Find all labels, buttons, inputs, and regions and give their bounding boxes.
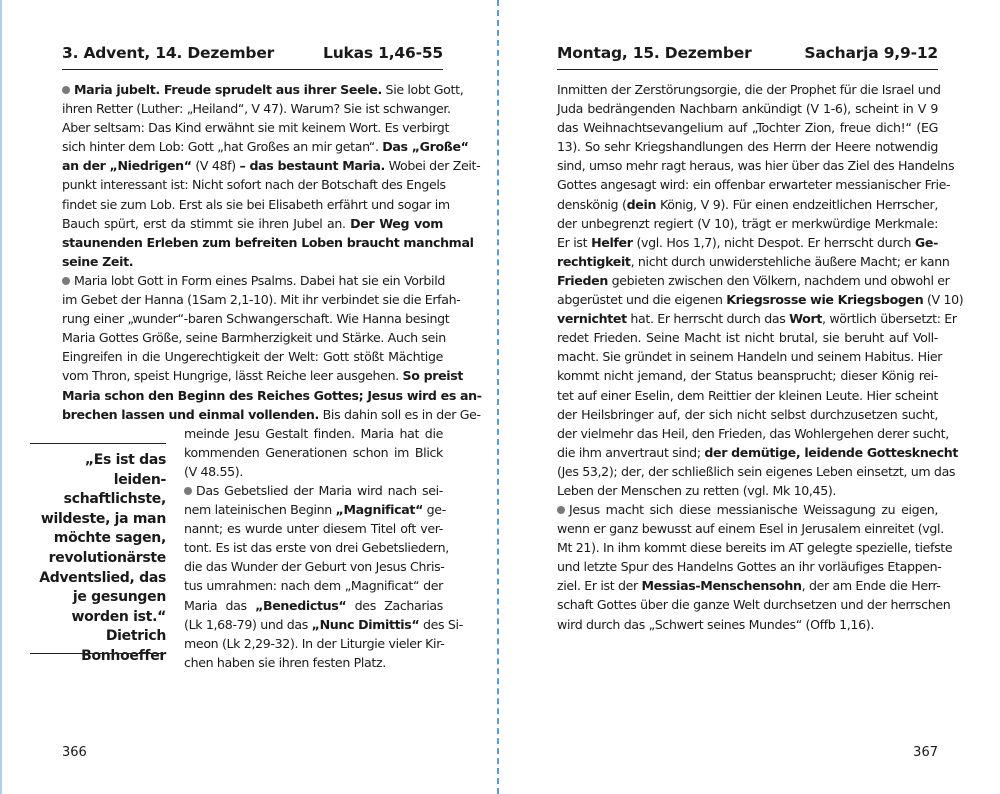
right-page bbox=[500, 0, 1000, 794]
text-line: Maria lobt Gott in Form eines Psalms. Dabei hat sie ein Vorbild bbox=[62, 271, 443, 290]
pull-quote-line: worden ist.“ bbox=[71, 608, 166, 625]
text-line: wenn er ganz bewusst auf einem Esel in Jerusalem einreitet (vgl. bbox=[557, 521, 944, 537]
text-line: sind, umso mehr ragt heraus, was hier über das Ziel des Handelns bbox=[557, 158, 955, 174]
bullet-icon bbox=[62, 277, 70, 285]
text-line: Maria das „Benedictus“ des Zacharias bbox=[184, 597, 443, 613]
text-line: Juda bedrängenden Nachbarn ankündigt (V 1-6), scheint in V 9 bbox=[557, 101, 938, 117]
text-line: staunenden Erleben zum befreiten Loben braucht manchmal bbox=[62, 234, 474, 250]
pull-quote-line: möchte sagen, bbox=[53, 530, 166, 547]
text-line: die ihm anvertraut sind; der demütige, leidende Gottesknecht bbox=[557, 444, 959, 460]
text-line: der Heilsbringer auf, der sich nicht selbst durchzusetzen sucht, bbox=[557, 406, 938, 422]
text-line: (Jes 53,2); der, der schließlich sein eigenes Leben einsetzt, um das bbox=[557, 463, 956, 479]
right-header-date: Montag, 15. Dezember bbox=[557, 44, 752, 62]
text-line: sich hinter dem Lob: Gott „hat Großes an mir getan“. Das „Große“ bbox=[62, 139, 469, 155]
left-header-rule bbox=[62, 69, 443, 70]
text-line: vom Thron, speist Hungrige, lässt Reiche leer ausgehen. So preist bbox=[62, 368, 464, 384]
text-line: an der „Niedrigen“ (V 48f) – das bestaunt Maria. Wobei der Zeit- bbox=[62, 158, 481, 174]
right-header-reference: Sacharja 9,9-12 bbox=[804, 44, 938, 62]
text-line: schaft Gottes über die ganze Welt durchsetzen und der herrschen bbox=[557, 597, 951, 613]
text-line: Gottes angesagt wird: ein offenbar erwarteter messianischer Frie- bbox=[557, 177, 951, 193]
left-paragraph-3 bbox=[184, 481, 463, 672]
text-line: im Gebet der Hanna (1Sam 2,1-10). Mit ihr verbindet sie die Erfah- bbox=[62, 292, 461, 308]
text-line: denskönig (dein König, V 9). Für einen endzeitlichen Herrscher, bbox=[557, 196, 938, 212]
text-line: macht. Sie gründet in seinem Handeln und seinem Habitus. Hier bbox=[557, 349, 943, 365]
pull-quote-author: Bonhoeffer bbox=[81, 647, 166, 664]
pull-quote-line: revolutionärste bbox=[48, 549, 166, 566]
text-line: das Weihnachtsevangelium auf „Tochter Zion, freue dich!“ (EG bbox=[557, 120, 938, 136]
text-line: Bauch spürt, erst da stimmt sie ihren Jubel an. Der Weg vom bbox=[62, 215, 443, 231]
text-line: chen haben sie ihren festen Platz. bbox=[184, 654, 386, 670]
text-line: abgerüstet und die eigenen Kriegsrosse wie Kriegsbogen (V 10) bbox=[557, 292, 964, 308]
pull-quote-rule-bottom bbox=[30, 653, 166, 654]
pull-quote bbox=[30, 451, 166, 667]
text-line: brechen lassen und einmal vollenden. Bis dahin soll es in der Ge- bbox=[62, 406, 481, 422]
text-line: ihren Retter (Luther: „Heiland“, V 47). Warum? Sie ist schwanger. bbox=[62, 101, 451, 117]
text-line: rechtigkeit, nicht durch unwiderstehliche äußere Macht; er kann bbox=[557, 253, 950, 269]
text-line: nem lateinischen Beginn „Magnificat“ ge- bbox=[184, 502, 446, 518]
text-line: vernichtet hat. Er herrscht durch das Wort, wörtlich übersetzt: Er bbox=[557, 311, 957, 327]
text-line: (Lk 1,68-79) und das „Nunc Dimittis“ des Si- bbox=[184, 616, 463, 632]
pull-quote-line: je gesungen bbox=[72, 589, 166, 606]
text-line: ziel. Er ist der Messias-Menschensohn, der am Ende die Herr- bbox=[557, 578, 941, 594]
text-line: redet Frieden. Seine Macht ist nicht brutal, sie beruht auf Voll- bbox=[557, 330, 938, 346]
text-line: 13). So sehr Kriegshandlungen des Herrn der Heere notwendig bbox=[557, 139, 938, 155]
left-header-reference: Lukas 1,46-55 bbox=[323, 44, 443, 62]
text-line: Maria jubelt. Freude sprudelt aus ihrer Seele. Sie lobt Gott, bbox=[62, 80, 443, 99]
text-line: rung einer „wunder“-baren Schwangerschaft. Wie Hanna besingt bbox=[62, 311, 450, 327]
text-line: kommt nicht jemand, der Status beansprucht; dieser König rei- bbox=[557, 368, 938, 384]
right-paragraph-2 bbox=[557, 500, 953, 634]
text-line: wird durch das „Schwert seines Mundes“ (Offb 1,16). bbox=[557, 616, 874, 632]
text-line: Inmitten der Zerstörungsorgie, die der Prophet für die Israel und bbox=[557, 82, 941, 97]
text-line: Er ist Helfer (vgl. Hos 1,7), nicht Despot. Er herrscht durch Ge- bbox=[557, 234, 938, 250]
text-line: Frieden gebieten zwischen den Völkern, nachdem und obwohl er bbox=[557, 272, 950, 288]
text-line: kommenden Generationen schon im Blick bbox=[184, 445, 443, 461]
bullet-icon bbox=[184, 487, 192, 495]
pull-quote-line: wildeste, ja man bbox=[40, 510, 166, 527]
text-line: (V 48.55). bbox=[184, 464, 244, 480]
pull-quote-author: Dietrich bbox=[105, 628, 166, 645]
left-header-date: 3. Advent, 14. Dezember bbox=[62, 44, 275, 62]
left-paragraph-1 bbox=[62, 80, 481, 271]
text-line: und letzte Spur des Handelns Gottes an ihr vorläufiges Etappen- bbox=[557, 559, 942, 575]
text-line: meon (Lk 2,29-32). In der Liturgie vieler Kir- bbox=[184, 635, 445, 651]
bullet-icon bbox=[557, 506, 565, 514]
right-header-rule bbox=[557, 69, 938, 70]
page-number-left: 366 bbox=[62, 745, 87, 760]
text-line: Mt 21). In ihm kommt diese bereits im AT gelegte spezielle, tiefste bbox=[557, 540, 953, 556]
text-line: die das Wunder der Geburt von Jesus Chris- bbox=[184, 559, 445, 575]
text-line: Eingreifen in die Ungerechtigkeit der Welt: Gott stößt Mächtige bbox=[62, 349, 443, 365]
text-line: meinde Jesu Gestalt finden. Maria hat die bbox=[184, 426, 443, 441]
left-paragraph-2-continued bbox=[184, 424, 443, 481]
text-line: nannt; es wurde unter diesem Titel oft ver- bbox=[184, 521, 443, 537]
text-line: Jesus macht sich diese messianische Weissagung zu eigen, bbox=[557, 500, 938, 519]
text-line: Leben der Menschen zu retten (vgl. Mk 10,45). bbox=[557, 482, 837, 498]
text-line: der vielmehr das Heil, den Frieden, das Wohlergehen derer sucht, bbox=[557, 425, 949, 441]
pull-quote-line: „Es ist das leiden- bbox=[84, 452, 166, 488]
pull-quote-line: Adventslied, das bbox=[39, 569, 166, 586]
text-line: der unbegrenzt regiert (V 10), trägt er merkwürdige Merkmale: bbox=[557, 215, 938, 231]
text-line: Aber seltsam: Das Kind erwähnt sie mit keinem Wort. Es verbirgt bbox=[62, 120, 450, 136]
text-line: tus umrahmen: nach dem „Magnificat“ der bbox=[184, 578, 443, 594]
pull-quote-rule-top bbox=[30, 443, 166, 444]
text-line: Das Gebetslied der Maria wird nach sei- bbox=[184, 481, 443, 500]
right-paragraph-1 bbox=[557, 80, 964, 500]
page-number-right: 367 bbox=[913, 745, 938, 760]
text-line: findet sie zum Lob. Erst als sie bei Elisabeth erfährt und sogar im bbox=[62, 196, 450, 212]
bullet-icon bbox=[62, 86, 70, 94]
text-line: seine Zeit. bbox=[62, 253, 134, 269]
text-line: Maria Gottes Größe, seine Barmherzigkeit und Stärke. Auch sein bbox=[62, 330, 446, 346]
text-line: tet auf einer Eselin, dem Reittier der kleinen Leute. Hier scheint bbox=[557, 387, 938, 403]
pull-quote-line: schaftlichste, bbox=[63, 491, 166, 508]
text-line: tont. Es ist das erste von drei Gebetsliedern, bbox=[184, 540, 449, 556]
text-line: Maria schon den Beginn des Reiches Gottes; Jesus wird es an- bbox=[62, 387, 482, 403]
left-paragraph-2 bbox=[62, 271, 482, 424]
text-line: punkt interessant ist: Nicht sofort nach der Botschaft des Engels bbox=[62, 177, 446, 193]
